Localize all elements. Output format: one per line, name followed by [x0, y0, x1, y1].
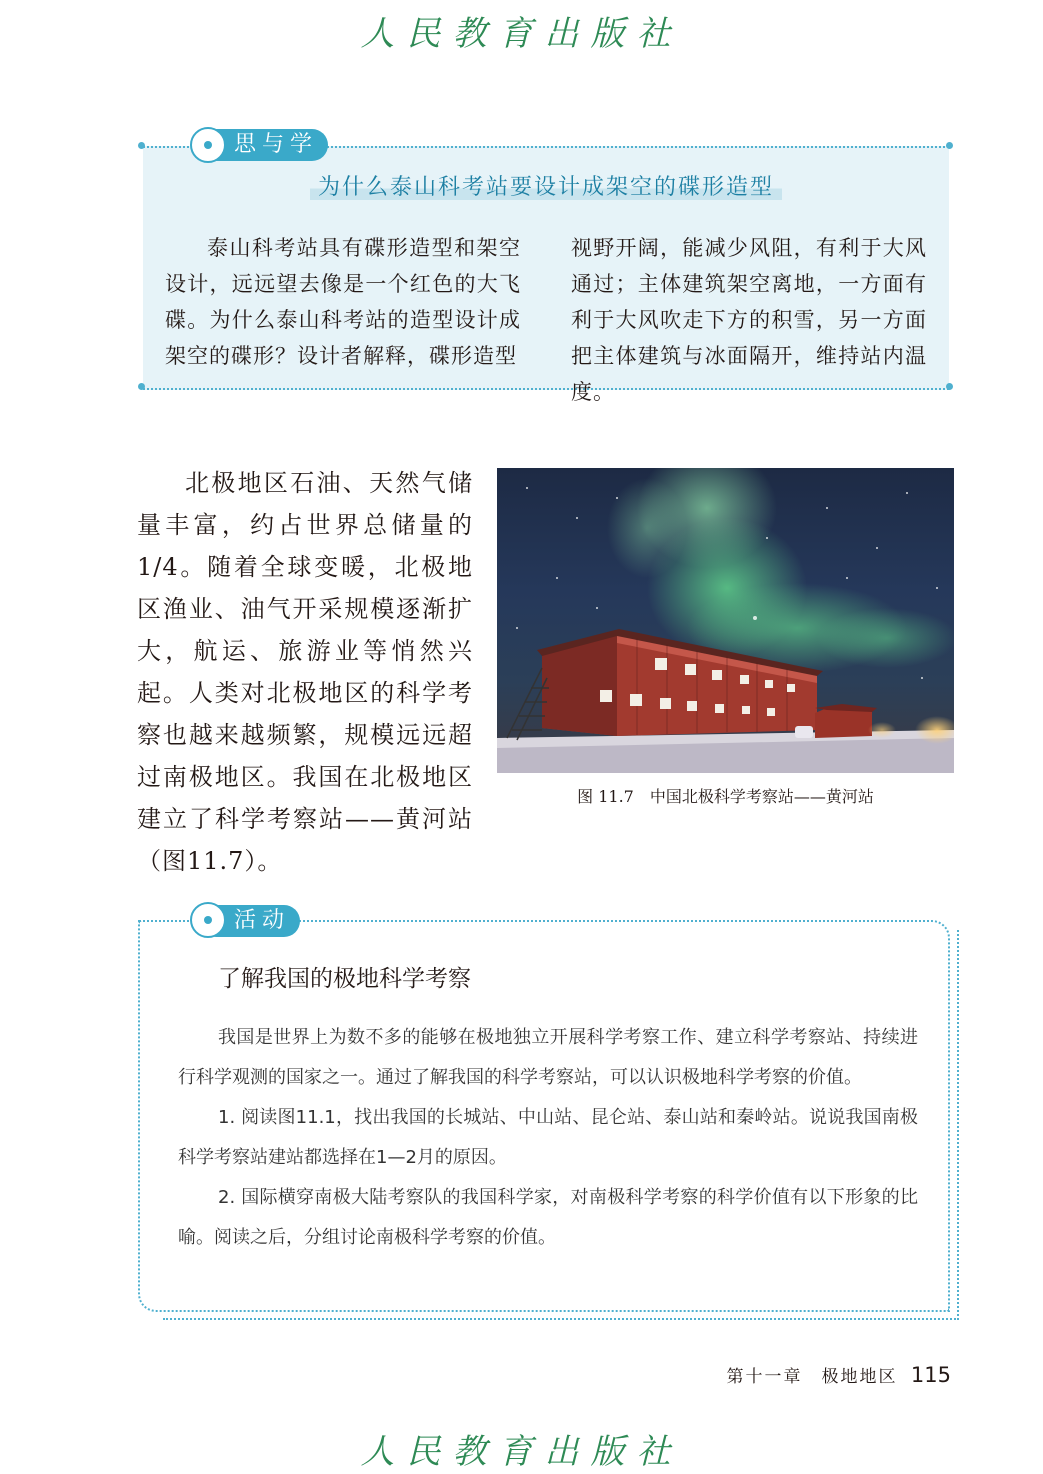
activity-paragraph: 我国是世界上为数不多的能够在极地独立开展科学考察工作、建立科学考察站、持续进行科学观测的国家之一。通过了解我国的科学考察站，可以认识极地科学考察的价值。 — [178, 1027, 918, 1088]
activity-question-1: 1. 阅读图11.1，找出我国的长城站、中山站、昆仑站、泰山站和秦岭站。说说我国南极科学考察站建站都选择在1—2月的原因。 — [178, 1107, 918, 1168]
activity-icon — [190, 902, 226, 938]
activity-tag: 活动 — [200, 905, 300, 937]
chapter-label: 第十一章 极地地区 — [726, 1367, 898, 1387]
dotted-line-end-dot — [946, 142, 953, 149]
think-box-title — [143, 170, 949, 201]
activity-question-2: 2. 国际横穿南极大陆考察队的我国科学家，对南极科学考察的科学价值有以下形象的比喻。阅读之后，分组讨论南极科学考察的价值。 — [178, 1187, 918, 1248]
think-box-text-right: 视野开阔，能减少风阻，有利于大风通过；主体建筑架空离地，一方面有利于大风吹走下方的积雪，另一方面把主体建筑与冰面隔开，维持站内温度。 — [571, 236, 927, 404]
yellow-river-station-photo — [497, 468, 954, 773]
think-bubble-icon — [190, 127, 226, 163]
activity-body — [178, 1018, 918, 1258]
dotted-line-end-dot — [138, 383, 145, 390]
think-and-learn-tag: 思与学 — [200, 129, 328, 161]
dotted-line-end-dot — [946, 383, 953, 390]
think-box-title-text: 为什么泰山科考站要设计成架空的碟形造型 — [310, 175, 782, 200]
page-number: 115 — [910, 1363, 951, 1387]
publisher-logo-top: 人民教育出版社 — [360, 14, 683, 54]
page-footer — [727, 1362, 952, 1387]
figure-caption: 图 11.7 中国北极科学考察站——黄河站 — [577, 787, 874, 806]
dotted-line-end-dot — [138, 142, 145, 149]
publisher-logo-bottom: 人民教育出版社 — [360, 1432, 683, 1472]
arctic-resources-paragraph: 北极地区石油、天然气储量丰富，约占世界总储量的1/4。随着全球变暖，北极地区渔业、油气开采规模逐渐扩大，航运、旅游业等悄然兴起。人类对北极地区的科学考察也越来越频繁，规模远远超过南极地区。我国在北极地区建立了科学考察站——黄河站（图11.7）。 — [137, 469, 473, 875]
think-and-learn-box — [143, 146, 949, 404]
activity-title: 了解我国的极地科学考察 — [218, 966, 471, 992]
aurora-station-illustration — [497, 468, 954, 773]
think-box-text-left: 泰山科考站具有碟形造型和架空设计，远远望去像是一个红色的大飞碟。为什么泰山科考站的造型设计成架空的碟形？设计者解释，碟形造型 — [165, 236, 521, 368]
